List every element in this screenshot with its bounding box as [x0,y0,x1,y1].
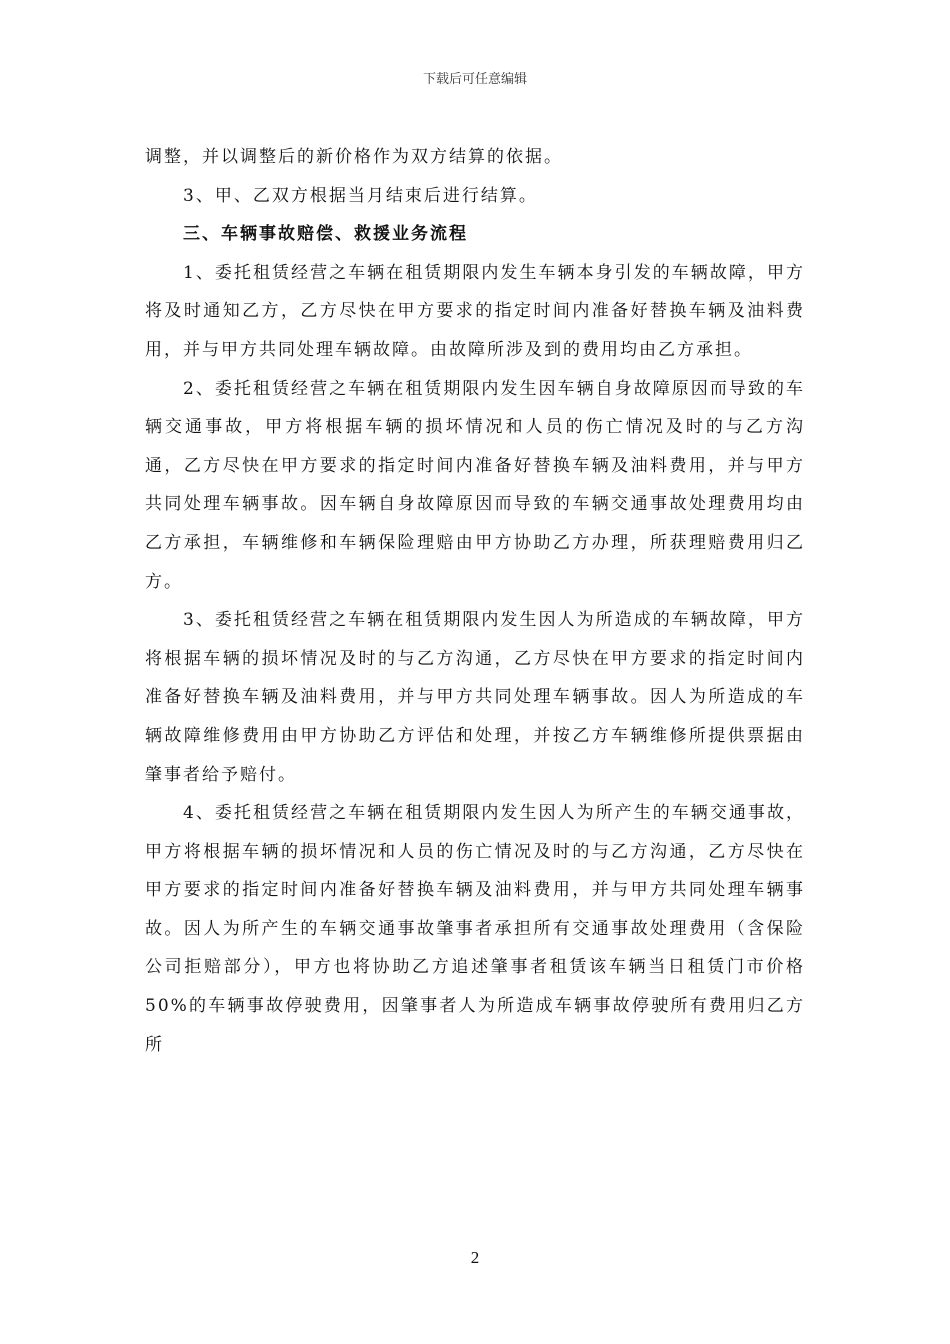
page-number: 2 [470,1248,480,1267]
paragraph-clause-3: 3、委托租赁经营之车辆在租赁期限内发生因人为所造成的车辆故障，甲方将根据车辆的损坏情况及时的与乙方沟通，乙方尽快在甲方要求的指定时间内准备好替换车辆及油料费用，并与甲方共同处理车辆事故。因人为所造成的车辆故障维修费用由甲方协助乙方评估和处理，并按乙方车辆维修所提供票据由肇事者给予赔付。 [145,610,805,785]
paragraph-settlement: 3、甲、乙双方根据当月结束后进行结算。 [183,185,538,206]
paragraph-continuation: 调整，并以调整后的新价格作为双方结算的依据。 [145,147,563,167]
paragraph-clause-2: 2、委托租赁经营之车辆在租赁期限内发生因车辆自身故障原因而导致的车辆交通事故，甲方将根据车辆的损坏情况和人员的伤亡情况及时的与乙方沟通，乙方尽快在甲方要求的指定时间内准备好替换车辆及油料费用，并与甲方共同处理车辆事故。因车辆自身故障原因而导致的车辆交通事故处理费用均由乙方承担，车辆维修和车辆保险理赔由甲方协助乙方办理，所获理赔费用归乙方。 [145,378,805,592]
section-heading: 三、车辆事故赔偿、救援业务流程 [183,224,468,245]
paragraph-clause-1: 1、委托租赁经营之车辆在租赁期限内发生车辆本身引发的车辆故障，甲方将及时通知乙方，乙方尽快在甲方要求的指定时间内准备好替换车辆及油料费用，并与甲方共同处理车辆故障。由故障所涉及到的费用均由乙方承担。 [145,262,805,360]
page-header: 下载后可任意编辑 [422,72,527,87]
document-body [145,138,805,1064]
paragraph-clause-4: 4、委托租赁经营之车辆在租赁期限内发生因人为所产生的车辆交通事故，甲方将根据车辆的损坏情况和人员的伤亡情况及时的与乙方沟通，乙方尽快在甲方要求的指定时间内准备好替换车辆及油料费用，并与甲方共同处理车辆事故。因人为所产生的车辆交通事故肇事者承担所有交通事故处理费用（含保险公司拒赔部分），甲方也将协助乙方追述肇事者租赁该车辆当日租赁门市价格50%的车辆事故停驶费用，因肇事者人为所造成车辆事故停驶所有费用归乙方所 [145,803,805,1055]
